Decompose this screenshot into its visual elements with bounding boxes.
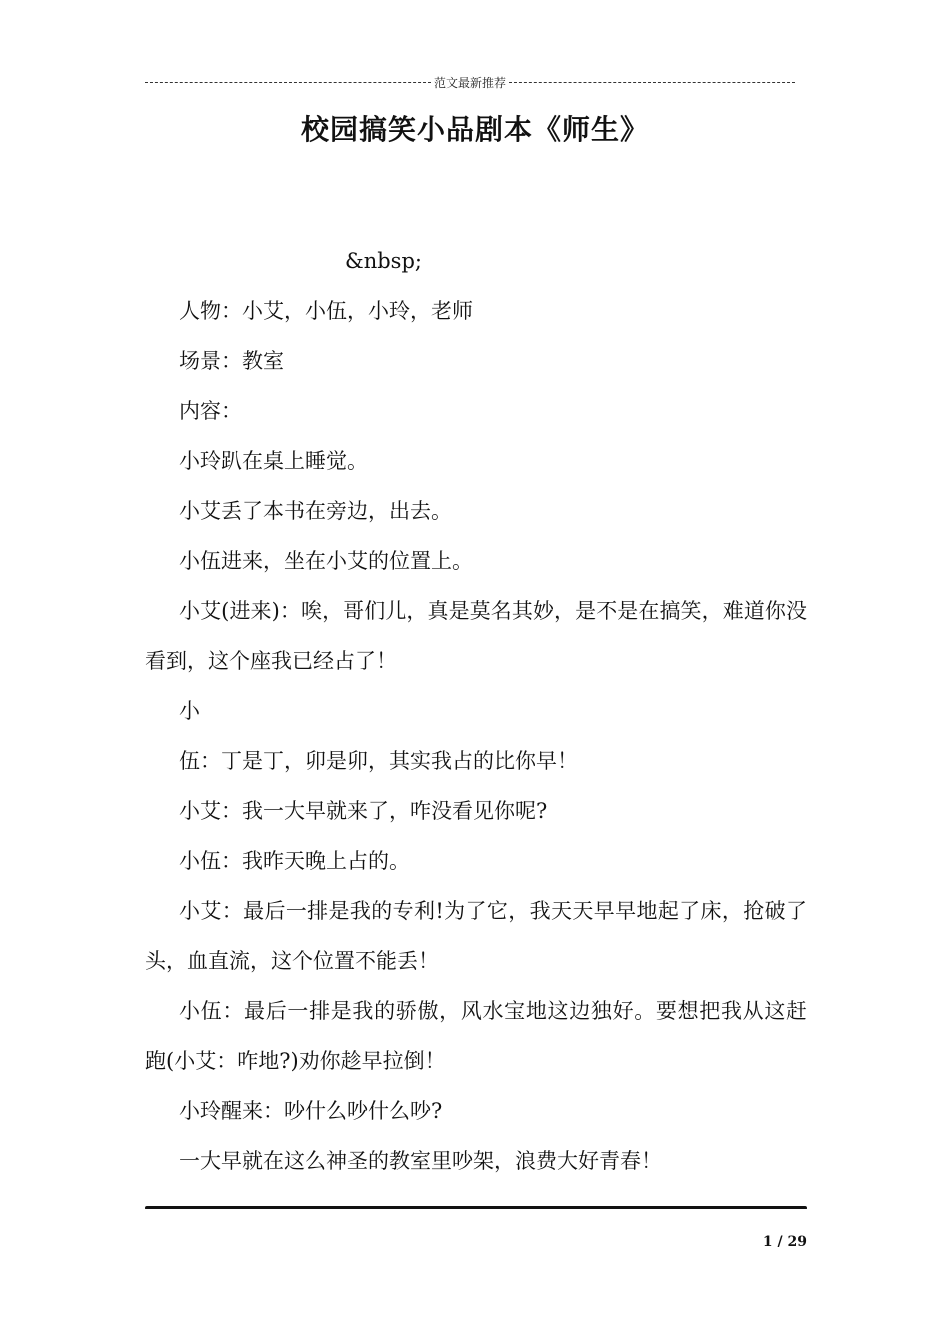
paragraph: 人物：小艾，小伍，小玲，老师	[179, 299, 473, 323]
paragraph: 小玲醒来：吵什么吵什么吵?	[179, 1099, 443, 1123]
paragraph: 场景：教室	[179, 349, 284, 373]
document-body	[145, 236, 807, 1186]
header-label: 范文最新推荐	[434, 75, 507, 90]
paragraph: 小伍：我昨天晚上占的。	[179, 849, 410, 873]
paragraph: 小艾丢了本书在旁边，出去。	[179, 499, 452, 523]
paragraph: 小伍：最后一排是我的骄傲，风水宝地这边独好。要想把我从这赶跑(小艾：咋地?)劝你趁早拉倒！	[145, 999, 807, 1073]
page-header	[145, 72, 795, 92]
header-dash-left	[145, 82, 431, 83]
footer-rule	[145, 1206, 807, 1210]
paragraph: 内容：	[179, 399, 242, 423]
page-number: 1 / 29	[762, 1234, 807, 1250]
header-dash-right	[509, 82, 795, 83]
paragraph: 一大早就在这么神圣的教室里吵架，浪费大好青春！	[179, 1149, 662, 1173]
paragraph: 小	[179, 699, 200, 723]
paragraph: 小玲趴在桌上睡觉。	[179, 449, 368, 473]
paragraph: &nbsp;	[345, 249, 422, 273]
paragraph: 小艾：我一大早就来了，咋没看见你呢?	[179, 799, 548, 823]
document-title: 校园搞笑小品剧本《师生》	[300, 113, 649, 146]
paragraph: 小艾(进来)：唉，哥们儿，真是莫名其妙，是不是在搞笑，难道你没看到，这个座我已经占了！	[145, 599, 807, 673]
paragraph: 小伍进来，坐在小艾的位置上。	[179, 549, 473, 573]
paragraph: 小艾：最后一排是我的专利!为了它，我天天早早地起了床，抢破了头，血直流，这个位置不能丢！	[145, 899, 807, 973]
paragraph: 伍：丁是丁，卯是卯，其实我占的比你早！	[179, 749, 578, 773]
